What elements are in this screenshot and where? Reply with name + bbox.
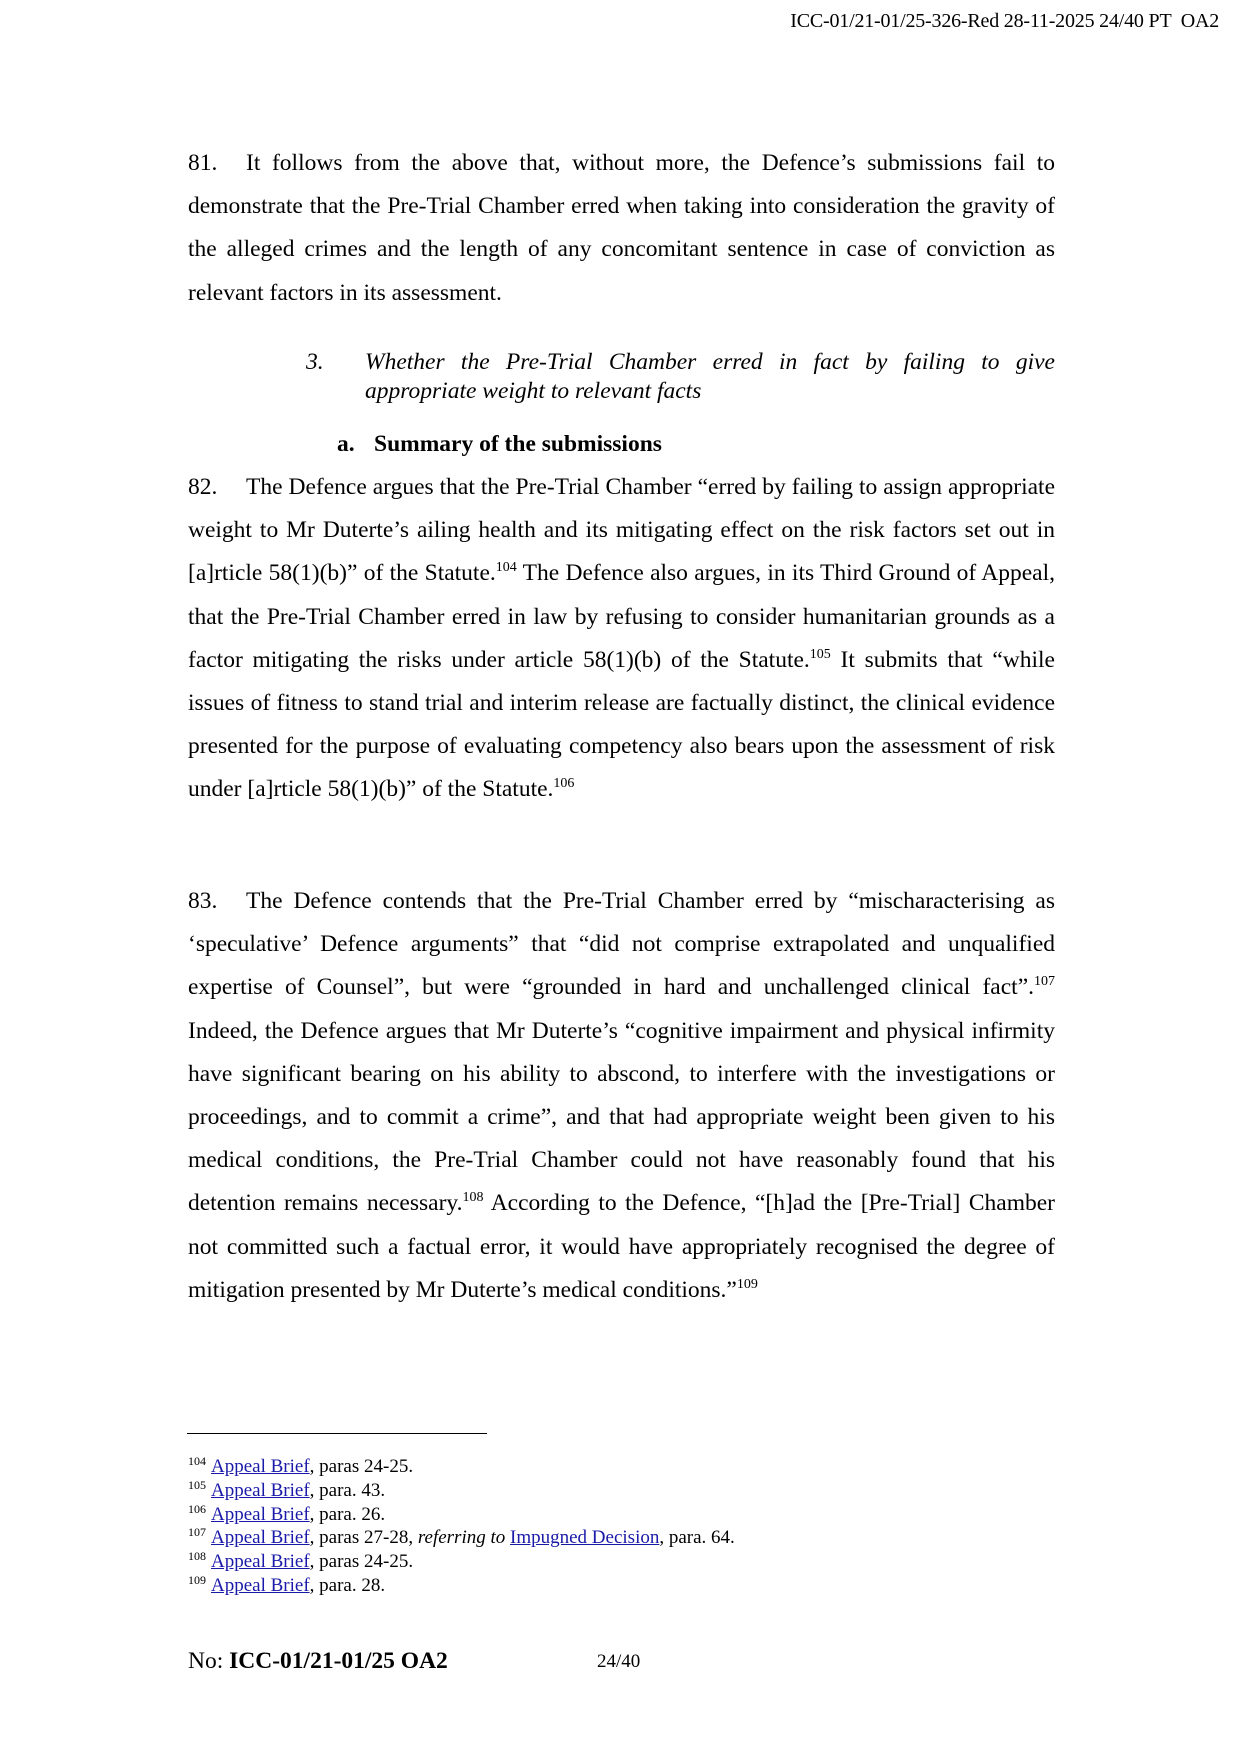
paragraph-text: It follows from the above that, without more, the Defence’s submissions fail to demonstrate that the Pre-Trial Chamber erred when taking into consideration the gravity of the alleged crimes and the length of any concomitant sentence in case of conviction as relevant factors in its assessment. xyxy=(188,150,1055,306)
footnote-number: 109 xyxy=(188,1572,206,1587)
appeal-brief-link[interactable]: Appeal Brief xyxy=(211,1527,310,1549)
paragraph-number: 81. xyxy=(188,150,218,176)
paragraph-83 xyxy=(188,880,1055,1312)
paragraph-text: The Defence argues that the Pre-Trial Chamber “erred by failing to assign appropriate weight to Mr Duterte’s ailing health and its mitigating effect on the risk factors set out in [a]rticle 58(1)(b)” of the Statute. xyxy=(188,474,1055,587)
footnote-108 xyxy=(188,1550,735,1574)
appeal-brief-link[interactable]: Appeal Brief xyxy=(211,1456,310,1477)
footer-no-label: No: xyxy=(188,1648,230,1674)
appeal-brief-link[interactable]: Appeal Brief xyxy=(211,1574,310,1596)
paragraph-text: According to the Defence, “[h]ad the [Pre-Trial] Chamber not committed such a factual error, it would have appropriately recognised the degree of mitigation presented by Mr Duterte’s medical conditions.” xyxy=(188,1190,1055,1303)
footer-case-id: ICC-01/21-01/25 OA2 xyxy=(229,1648,448,1674)
footnote-104 xyxy=(188,1455,735,1479)
footnote-109 xyxy=(188,1574,735,1598)
footnote-number: 108 xyxy=(188,1549,206,1564)
footnote-text: , paras 24-25. xyxy=(309,1456,414,1477)
footnote-number: 104 xyxy=(188,1454,206,1468)
footnote-reference[interactable]: 104 xyxy=(495,560,517,576)
footnote-reference[interactable]: 105 xyxy=(809,646,831,662)
footnote-text: , para. 43. xyxy=(309,1479,386,1501)
footnote-number: 105 xyxy=(188,1477,206,1492)
footnotes-list xyxy=(188,1455,735,1598)
footnote-reference[interactable]: 106 xyxy=(553,776,575,792)
footnote-text: , paras 24-25. xyxy=(309,1551,414,1573)
section-heading-number: 3. xyxy=(306,349,324,375)
paragraph-text: It submits that “while issues of fitness to stand trial and interim release are factually distinct, the clinical evidence presented for the purpose of evaluating competency also bears upon the assessment of risk under [a]rticle 58(1)(b)” of the Statute. xyxy=(188,646,1055,803)
impugned-decision-link[interactable]: Impugned Decision xyxy=(510,1527,660,1549)
paragraph-81 xyxy=(188,142,1055,315)
section-heading xyxy=(306,348,1055,406)
document-header-stamp: ICC-01/21-01/25-326-Red 28-11-2025 24/40 PT OA2 xyxy=(790,10,1219,32)
footnote-105 xyxy=(188,1479,735,1503)
footnote-reference[interactable]: 107 xyxy=(1034,974,1055,990)
appeal-brief-link[interactable]: Appeal Brief xyxy=(211,1503,310,1525)
appeal-brief-link[interactable]: Appeal Brief xyxy=(211,1479,310,1501)
subheading-text: Summary of the submissions xyxy=(374,431,662,457)
paragraph-number: 82. xyxy=(188,474,218,500)
section-heading-text: Whether the Pre-Trial Chamber erred in fact by failing to give appropriate weight to relevant facts xyxy=(365,349,1055,404)
footnote-text: , paras 27-28, xyxy=(309,1527,418,1549)
footer-case-number xyxy=(188,1648,448,1675)
footnote-number: 106 xyxy=(188,1501,206,1516)
paragraph-text: The Defence also argues, in its Third Ground of Appeal, that the Pre-Trial Chamber erred in law by refusing to consider humanitarian grounds as a factor mitigating the risks under article 58(1)(b) of the Statute. xyxy=(188,560,1055,673)
footnote-text: , para. 26. xyxy=(309,1503,386,1525)
footnote-italic-text: referring to xyxy=(417,1527,511,1549)
footnote-reference[interactable]: 109 xyxy=(736,1276,758,1292)
subheading xyxy=(337,430,662,459)
footnote-reference[interactable]: 108 xyxy=(462,1190,484,1206)
appeal-brief-link[interactable]: Appeal Brief xyxy=(211,1551,310,1573)
footnote-text: , para. 28. xyxy=(309,1574,386,1596)
footnote-107 xyxy=(188,1526,735,1550)
paragraph-82 xyxy=(188,466,1055,812)
paragraph-text: The Defence contends that the Pre-Trial Chamber erred by “mischaracterising as ‘speculative’ Defence arguments” that “did not comprise extrapolated and unqualified expertise of Counsel”, but were “grounded in hard and unchallenged clinical fact”. xyxy=(188,888,1055,1001)
footnote-separator xyxy=(187,1433,487,1434)
footnote-text: , para. 64. xyxy=(659,1527,735,1549)
footnote-number: 107 xyxy=(188,1525,206,1540)
footer-page-number: 24/40 xyxy=(597,1651,641,1672)
paragraph-number: 83. xyxy=(188,888,218,914)
paragraph-text: Indeed, the Defence argues that Mr Duterte’s “cognitive impairment and physical infirmity have significant bearing on his ability to abscond, to interfere with the investigations or proceedings, and to commit a crime”, and that had appropriate weight been given to his medical conditions, the Pre-Trial Chamber could not have reasonably found that his detention remains necessary. xyxy=(188,1017,1055,1217)
footnote-106 xyxy=(188,1503,735,1527)
subheading-letter: a. xyxy=(337,431,355,457)
